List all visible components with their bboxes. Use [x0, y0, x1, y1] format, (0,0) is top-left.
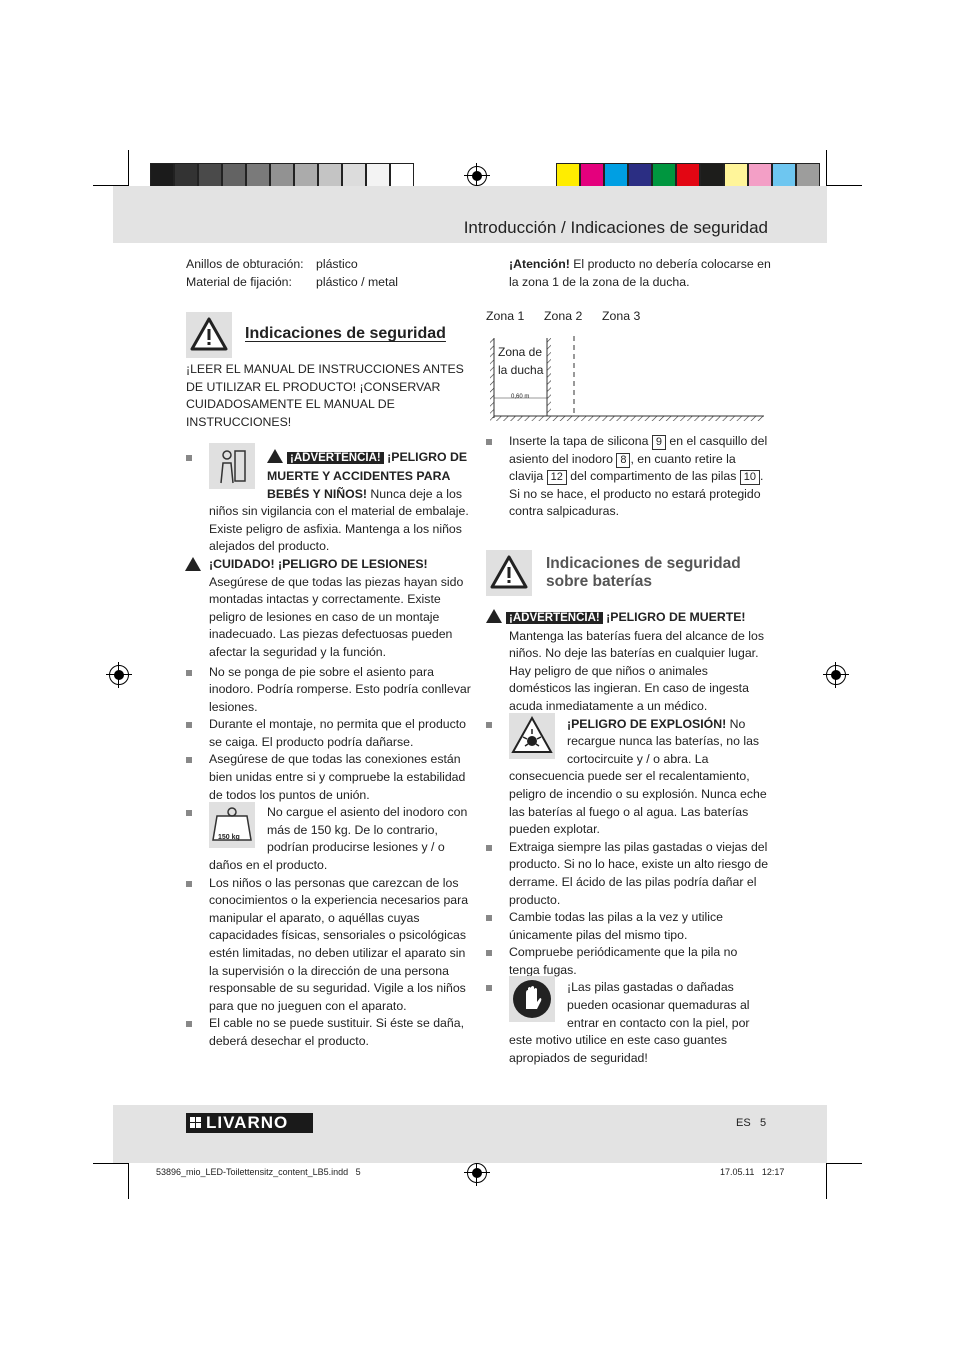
material-value: plástico / metal [316, 274, 399, 289]
crop-mark [826, 185, 862, 186]
insert-text: . Si no se hace, el producto no estará protegido contra salpicaduras. [509, 469, 764, 519]
weight-label: 150 kg [218, 834, 240, 842]
color-swatch [150, 163, 174, 187]
color-swatch [270, 163, 294, 187]
color-swatch [604, 163, 628, 187]
material-label: Anillos de obturación: [186, 257, 304, 271]
warning-text: Nunca deje a los niños sin vigilancia con el material de embalaje. Existe peligro de asfixia. Mantenga a los niños alejados del producto. [209, 486, 469, 554]
explosion-bold: ¡PELIGRO DE EXPLOSIÓN! [567, 716, 727, 731]
color-swatch [318, 163, 342, 187]
list-item: Los niños o las personas que carezcan de los conocimientos o la experiencia necesarios para manipular el aparato, o aquéllas cuyas capacidades físicas, sensoriales o psicológicas estén limitadas, no deben utilizar el aparato sin la supervisión o la dirección de una persona responsable de su seguridad. Vigile a los niños para que no jueguen con el aparato. [186, 875, 471, 1016]
section-title-batteries: Indicaciones de seguridad sobre baterías [546, 555, 741, 590]
safety-left-column [186, 361, 471, 1051]
warning-triangle-icon [267, 449, 283, 463]
registration-mark-icon [467, 166, 487, 186]
list-item: Cambie todas las pilas a la vez y utilice únicamente pilas del mismo tipo. [486, 909, 771, 944]
insert-text: del compartimento de las pilas [570, 469, 737, 484]
crop-mark [128, 1163, 129, 1199]
caution-text: Asegúrese de que todas las piezas hayan sido montadas intactas y correctamente. Existe peligro de lesiones en caso de un montaje inadecuado. Las piezas defectuosas pueden afectar la seguridad y la función. [209, 574, 464, 659]
color-swatch [628, 163, 652, 187]
crop-mark [826, 1163, 862, 1164]
child-warning-pictogram-icon [209, 443, 255, 489]
zone-label: Zona 2 [544, 309, 583, 323]
color-swatch [342, 163, 366, 187]
crop-mark [128, 150, 129, 186]
color-swatch [580, 163, 604, 187]
warning-triangle-icon [185, 557, 201, 571]
gray-color-bar [150, 163, 414, 187]
weight-limit-pictogram-icon [209, 802, 255, 848]
warning-bold: ¡PELIGRO DE MUERTE Y ACCIDENTES PARA BEBÉS Y NIÑOS! [267, 450, 468, 501]
file-slug: 53896_mio_LED-Toilettensitz_content_LB5.indd 5 [156, 1167, 361, 1177]
color-swatch [652, 163, 676, 187]
logo-squares-icon [186, 1113, 206, 1133]
caution-paragraph [186, 556, 471, 662]
explosion-text: No recargue nunca las baterías, no las cortocircuite y / o abra. La consecuencia puede ser el recalentamiento, peligro de incendio o su explosión. Nunca eche las baterías al fuego o al agua. Las baterías pueden explotar. [509, 716, 767, 837]
cmyk-color-bar [556, 163, 820, 187]
right-upper-list [486, 433, 771, 521]
gloves-text: ¡Las pilas gastadas o dañadas pueden ocasionar quemaduras al entrar en contacto con la piel, por este motivo utilice en este caso guantes apropiados de seguridad! [509, 980, 750, 1065]
color-swatch [390, 163, 414, 187]
part-number: 9 [652, 435, 666, 450]
color-swatch [198, 163, 222, 187]
warning-badge: ¡ADVERTENCIA! [506, 612, 603, 624]
crop-mark [826, 150, 827, 186]
registration-mark-icon [826, 665, 846, 685]
color-swatch [174, 163, 198, 187]
color-swatch [556, 163, 580, 187]
list-item: Compruebe periódicamente que la pila no tenga fugas. [486, 944, 771, 979]
page-title: Introducción / Indicaciones de seguridad [463, 218, 768, 237]
zone-label: Zona 3 [602, 309, 641, 323]
list-item: No se ponga de pie sobre el asiento para inodoro. Podría romperse. Esto podría conllevar lesiones. [186, 664, 471, 717]
brand-name: LIVARNO [206, 1113, 289, 1132]
gloves-pictogram-icon [509, 976, 555, 1022]
insert-text: Inserte la tapa de silicona [509, 434, 649, 448]
list-item [486, 433, 771, 521]
part-number: 12 [547, 470, 567, 485]
shower-zone-diagram [486, 308, 768, 428]
materials-list [186, 256, 471, 291]
list-item: Asegúrese de que todas las conexiones están bien unidas entre si y compruebe la estabilidad de todos los puntos de unión. [186, 751, 471, 804]
zone-label: Zona 1 [486, 309, 525, 323]
warning-triangle-icon [486, 609, 502, 623]
part-number: 10 [740, 470, 760, 485]
explosion-pictogram-icon [509, 713, 555, 759]
list-item [186, 449, 471, 556]
color-swatch [748, 163, 772, 187]
print-date: 17.05.11 12:17 [720, 1167, 785, 1177]
color-swatch [676, 163, 700, 187]
warning-triangle-icon [186, 312, 232, 358]
color-swatch [772, 163, 796, 187]
warning-bold: ¡PELIGRO DE MUERTE! [606, 610, 746, 624]
list-item: Durante el montaje, no permita que el producto se caiga. El producto podría dañarse. [186, 716, 471, 751]
safety-intro: ¡LEER EL MANUAL DE INSTRUCCIONES ANTES DE UTILIZAR EL PRODUCTO! ¡CONSERVAR CUIDADOSAMENTE EL MANUAL DE INSTRUCCIONES! [186, 362, 464, 429]
warning-text: Mantenga las baterías fuera del alcance de los niños. No deje las baterías en cualquier lugar. Hay peligro de que niños o animales domésticos las ingieran. En caso de ingesta acuda inmediatamente a un médico. [509, 628, 764, 713]
weight-text: No cargue el asiento del inodoro con más de 150 kg. De lo contrario, podrían producirse lesiones y / o daños en el producto. [209, 805, 468, 873]
list-item [186, 804, 471, 874]
livarno-logo [186, 1113, 313, 1133]
color-swatch [796, 163, 820, 187]
page-number: 5 [760, 1117, 767, 1129]
insert-text: , en cuanto retire la clavija [509, 451, 736, 484]
section-title-safety: Indicaciones de seguridad [245, 325, 446, 342]
attention-paragraph [509, 256, 771, 291]
shower-zone-label: Zona de la ducha [498, 345, 544, 377]
list-item [486, 716, 771, 839]
color-swatch [724, 163, 748, 187]
color-swatch [222, 163, 246, 187]
insert-text: en el casquillo del asiento del inodoro [509, 434, 768, 466]
battery-safety-column [486, 609, 771, 1067]
footer-lang: ES [736, 1117, 751, 1129]
warning-badge: ¡ADVERTENCIA! [287, 452, 384, 464]
list-item: El cable no se puede sustituir. Si éste se daña, deberá desechar el producto. [186, 1015, 471, 1050]
list-item: Extraiga siempre las pilas gastadas o viejas del producto. Si no lo hace, existe un alto riesgo de derrame. El ácido de las pilas podría dañar el producto. [486, 839, 771, 909]
battery-warning [486, 609, 771, 716]
dimension-label: 0,60 m [511, 394, 530, 400]
color-swatch [366, 163, 390, 187]
warning-triangle-icon [486, 550, 532, 596]
registration-mark-icon [109, 665, 129, 685]
caution-bold: ¡CUIDADO! ¡PELIGRO DE LESIONES! [209, 556, 428, 571]
registration-mark-icon [467, 1163, 487, 1183]
color-swatch [700, 163, 724, 187]
attention-bold: ¡Atención! [509, 257, 570, 271]
material-value: plástico [316, 257, 358, 271]
crop-mark [93, 1163, 129, 1164]
crop-mark [826, 1163, 827, 1199]
color-swatch [294, 163, 318, 187]
color-swatch [246, 163, 270, 187]
part-number: 8 [616, 453, 630, 468]
list-item [486, 979, 771, 1067]
attention-text: El producto no debería colocarse en la zona 1 de la zona de la ducha. [509, 257, 771, 289]
material-label: Material de fijación: [186, 274, 292, 289]
